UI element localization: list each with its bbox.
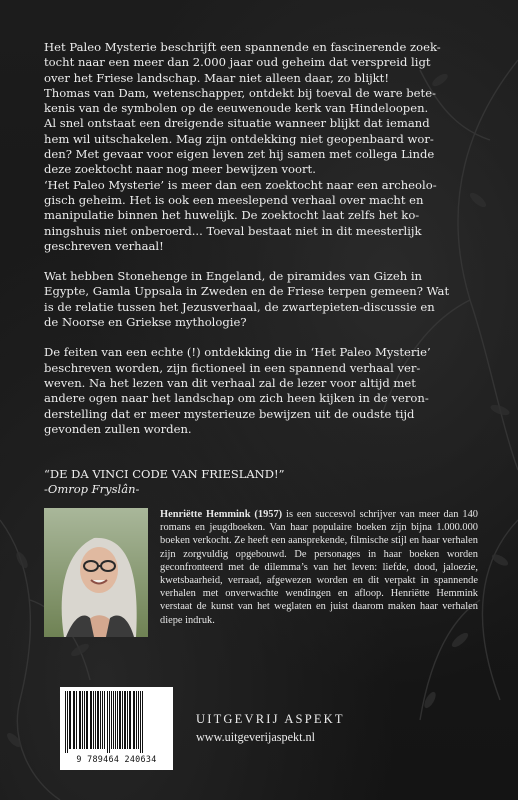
barcode-bar	[119, 691, 121, 749]
barcode-bar	[127, 691, 128, 749]
review-quote	[44, 467, 476, 497]
barcode-bar	[79, 691, 81, 749]
barcode-bar	[109, 691, 110, 753]
barcode-bar	[124, 691, 126, 749]
barcode-bar	[82, 691, 83, 749]
barcode-bar	[76, 691, 77, 749]
quote-text: “DE DA VINCI CODE VAN FRIESLAND!”	[44, 467, 285, 481]
barcode-bar	[133, 691, 135, 749]
author-photo	[44, 508, 148, 637]
description-paragraph-2: Wat hebben Stonehenge in Engeland, de piramides van Gizeh in Egypte, Gamla Uppsala in Zweden en de Friese terpen gemeen? Wat is de relatie tussen het Jezusverhaal, de zwartepieten-discussie en de Noorse en Griekse mythologie?	[44, 269, 450, 330]
book-description	[44, 40, 476, 452]
barcode-bar	[142, 691, 143, 753]
barcode-bar	[102, 691, 103, 749]
publisher-website[interactable]: www.uitgeverijaspekt.nl	[196, 730, 316, 744]
barcode-bar	[122, 691, 123, 749]
barcode-bar	[100, 691, 101, 749]
barcode-bar	[129, 691, 131, 749]
barcode-bar	[107, 691, 108, 753]
barcode-bar	[67, 691, 68, 753]
barcode-bar	[104, 691, 105, 749]
barcode-bar	[90, 691, 92, 749]
barcode-bar	[140, 691, 141, 753]
barcode-bar	[69, 691, 71, 749]
barcode-bar	[111, 691, 112, 749]
barcode-bars	[60, 687, 173, 753]
barcode-bar	[73, 691, 75, 749]
barcode-bar	[95, 691, 96, 749]
barcode-bar	[65, 691, 66, 753]
isbn-barcode	[60, 687, 173, 770]
description-paragraph-1: Het Paleo Mysterie beschrijft een spannende en fascinerende zoek- tocht naar een meer dan 2.000 jaar oud geheim dat verspreid ligt over het Friese landschap. Maar niet alleen daar, zo blijkt! Thomas van Dam, wetenschapper, ontdekt bij toeval de ware bete- kenis van de symbolen op de eeuwenoude kerk van Hindeloopen. Al snel ontstaat een dreigende situatie wanneer blijkt dat iemand hem wil uitschakelen. Mag zijn ontdekking niet geopenbaard wor- den? Met gevaar voor eigen leven zet hij samen met collega Linde deze zoektocht naar nog meer bewijzen voort. ‘Het Paleo Mysterie’ is meer dan een zoektocht naar een archeolo- gisch geheim. Het is ook een meeslepend verhaal over macht en manipulatie binnen het huwelijk. De zoektocht laat zelfs het ko- ningshuis niet onberoerd... Toeval bestaat niet in dit meesterlijk geschreven verhaal!	[44, 40, 441, 253]
barcode-bar	[138, 691, 139, 749]
author-name: Henriëtte Hemmink (1957)	[160, 509, 283, 520]
barcode-bar	[84, 691, 85, 749]
barcode-bar	[115, 691, 116, 749]
barcode-bar	[113, 691, 114, 749]
barcode-bar	[93, 691, 94, 749]
description-paragraph-3: De feiten van een echte (!) ontdekking die in ‘Het Paleo Mysterie’ beschreven worden, zijn fictioneel in een spannend verhaal ver- weven. Na het lezen van dit verhaal zal de lezer voor altijd met andere ogen naar het landschap om zich heen kijken in de veron- derstelling dat er meer mysterieuze bewijzen uit de oudste tijd gevonden zullen worden.	[44, 345, 431, 436]
barcode-bar	[97, 691, 99, 749]
author-bio-text: is een succesvol schrijver van meer dan 140 romans en jeugdboeken. Van haar populaire boeken zijn bijna 1.000.000 boeken verkocht. Ze heeft een aansprekende, filmische stijl en haar verhalen zijn zorgvuldig opgebouwd. De personages in haar boeken worden geconfronteerd met de dilemma’s van het leven: liefde, dood, jaloezie, kwetsbaarheid, verraad, afgewezen worden en dit verpakt in spannende verhalen met onverwachte wendingen en afloop. Henriëtte Hemmink verstaat de kunst van het weglaten en juist daarom maken haar verhalen diepe indruk.	[160, 509, 478, 626]
barcode-bar	[86, 691, 88, 749]
isbn-number: 9 789464 240634	[76, 754, 157, 764]
quote-source: -Omrop Fryslân-	[44, 482, 140, 496]
author-bio	[160, 508, 478, 627]
barcode-bar	[136, 691, 137, 749]
barcode-bar	[117, 691, 118, 749]
publisher-name: UITGEVRIJ ASPEKT	[196, 712, 345, 726]
